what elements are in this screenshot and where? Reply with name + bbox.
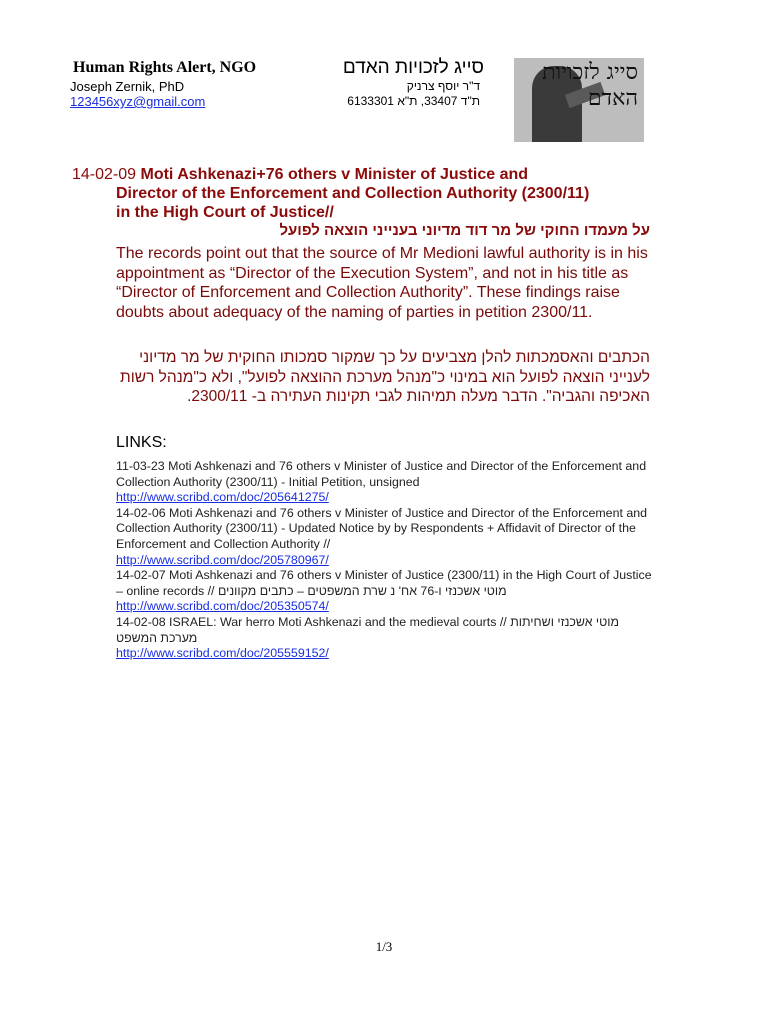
summary-paragraph: The records point out that the source of Mr Medioni lawful authority is in his appointment as “Director of the Execution System”, and not in his title as “Director of Enforcement and Collection Authority”. These findings raise doubts about adequacy of the naming of parties in petition 2300/11. xyxy=(116,245,648,321)
link-item xyxy=(116,568,656,615)
link-description-text: 14-02-08 ISRAEL: War herro Moti Ashkenazi and the medieval courts // xyxy=(116,614,507,629)
link-item xyxy=(116,506,656,568)
org-logo xyxy=(514,58,644,142)
summary-paragraph-hebrew: הכתבים והאסמכתות להלן מצביעים על כך שמקור סמכותו החוקית של מר מדיוני לענייני הוצאה לפועל הוא במינוי כ"מנהל מערכת ההוצאה לפועל", ולא כ"מנהל רשות האכיפה והגביה". הדבר מעלה תמיהות לגבי תקינות העתירה ב- 2300/11. xyxy=(120,349,650,405)
link-description-text: 14-02-07 Moti Ashkenazi and 76 others v Minister of Justice (2300/11) in the High Court of Justice – online records // xyxy=(116,568,652,598)
link-description-hebrew: מוטי אשכנזי ושחיתות מערכת המשפט xyxy=(116,614,619,645)
page-number: 1/3 xyxy=(375,939,393,954)
links-list xyxy=(116,459,656,662)
document-headline xyxy=(72,165,642,222)
logo-text: סייג לזכויות האדם xyxy=(542,60,638,111)
headline-subtitle-hebrew: על מעמדו החוקי של מר דוד מדיוני בענייני הוצאה לפועל xyxy=(279,222,650,239)
link-url[interactable]: http://www.scribd.com/doc/205350574/ xyxy=(116,599,329,614)
link-item xyxy=(116,459,656,506)
address-hebrew: ת"ד 33407, ת"א 6133301 xyxy=(347,94,480,108)
org-name: Human Rights Alert, NGO xyxy=(73,59,257,76)
author-name: Joseph Zernik, PhD xyxy=(70,79,185,94)
email-link[interactable]: 123456xyz@gmail.com xyxy=(70,94,206,109)
author-name-hebrew: ד"ר יוסף צרניק xyxy=(406,79,480,93)
org-name-hebrew: סייג לזכויות האדם xyxy=(342,57,484,78)
link-description: 14-02-06 Moti Ashkenazi and 76 others v Minister of Justice and Director of the Enforcement and Collection Authority (2300/11) - Updated Notice by by Respondents + Affidavit of Director of the Enforcement and Collection Authority // xyxy=(116,505,648,551)
links-heading: LINKS: xyxy=(116,434,167,451)
link-url[interactable]: http://www.scribd.com/doc/205641275/ xyxy=(116,490,329,505)
link-item xyxy=(116,615,656,662)
headline-line-1: Moti Ashkenazi+76 others v Minister of Justice and xyxy=(140,166,529,183)
link-description-hebrew: מוטי אשכנזי ו-76 אח' נ שרת המשפטים – כתבים מקוונים xyxy=(217,583,507,598)
headline-line-2: Director of the Enforcement and Collection Authority (2300/11) xyxy=(116,185,590,202)
link-description xyxy=(116,568,656,599)
link-description xyxy=(116,615,656,646)
link-description: 11-03-23 Moti Ashkenazi and 76 others v Minister of Justice and Director of the Enforcement and Collection Authority (2300/11) - Initial Petition, unsigned xyxy=(116,459,647,489)
link-url[interactable]: http://www.scribd.com/doc/205780967/ xyxy=(116,552,329,567)
headline-date: 14-02-09 xyxy=(72,166,137,183)
headline-line-3: in the High Court of Justice// xyxy=(116,204,334,221)
link-url[interactable]: http://www.scribd.com/doc/205559152/ xyxy=(116,646,329,661)
